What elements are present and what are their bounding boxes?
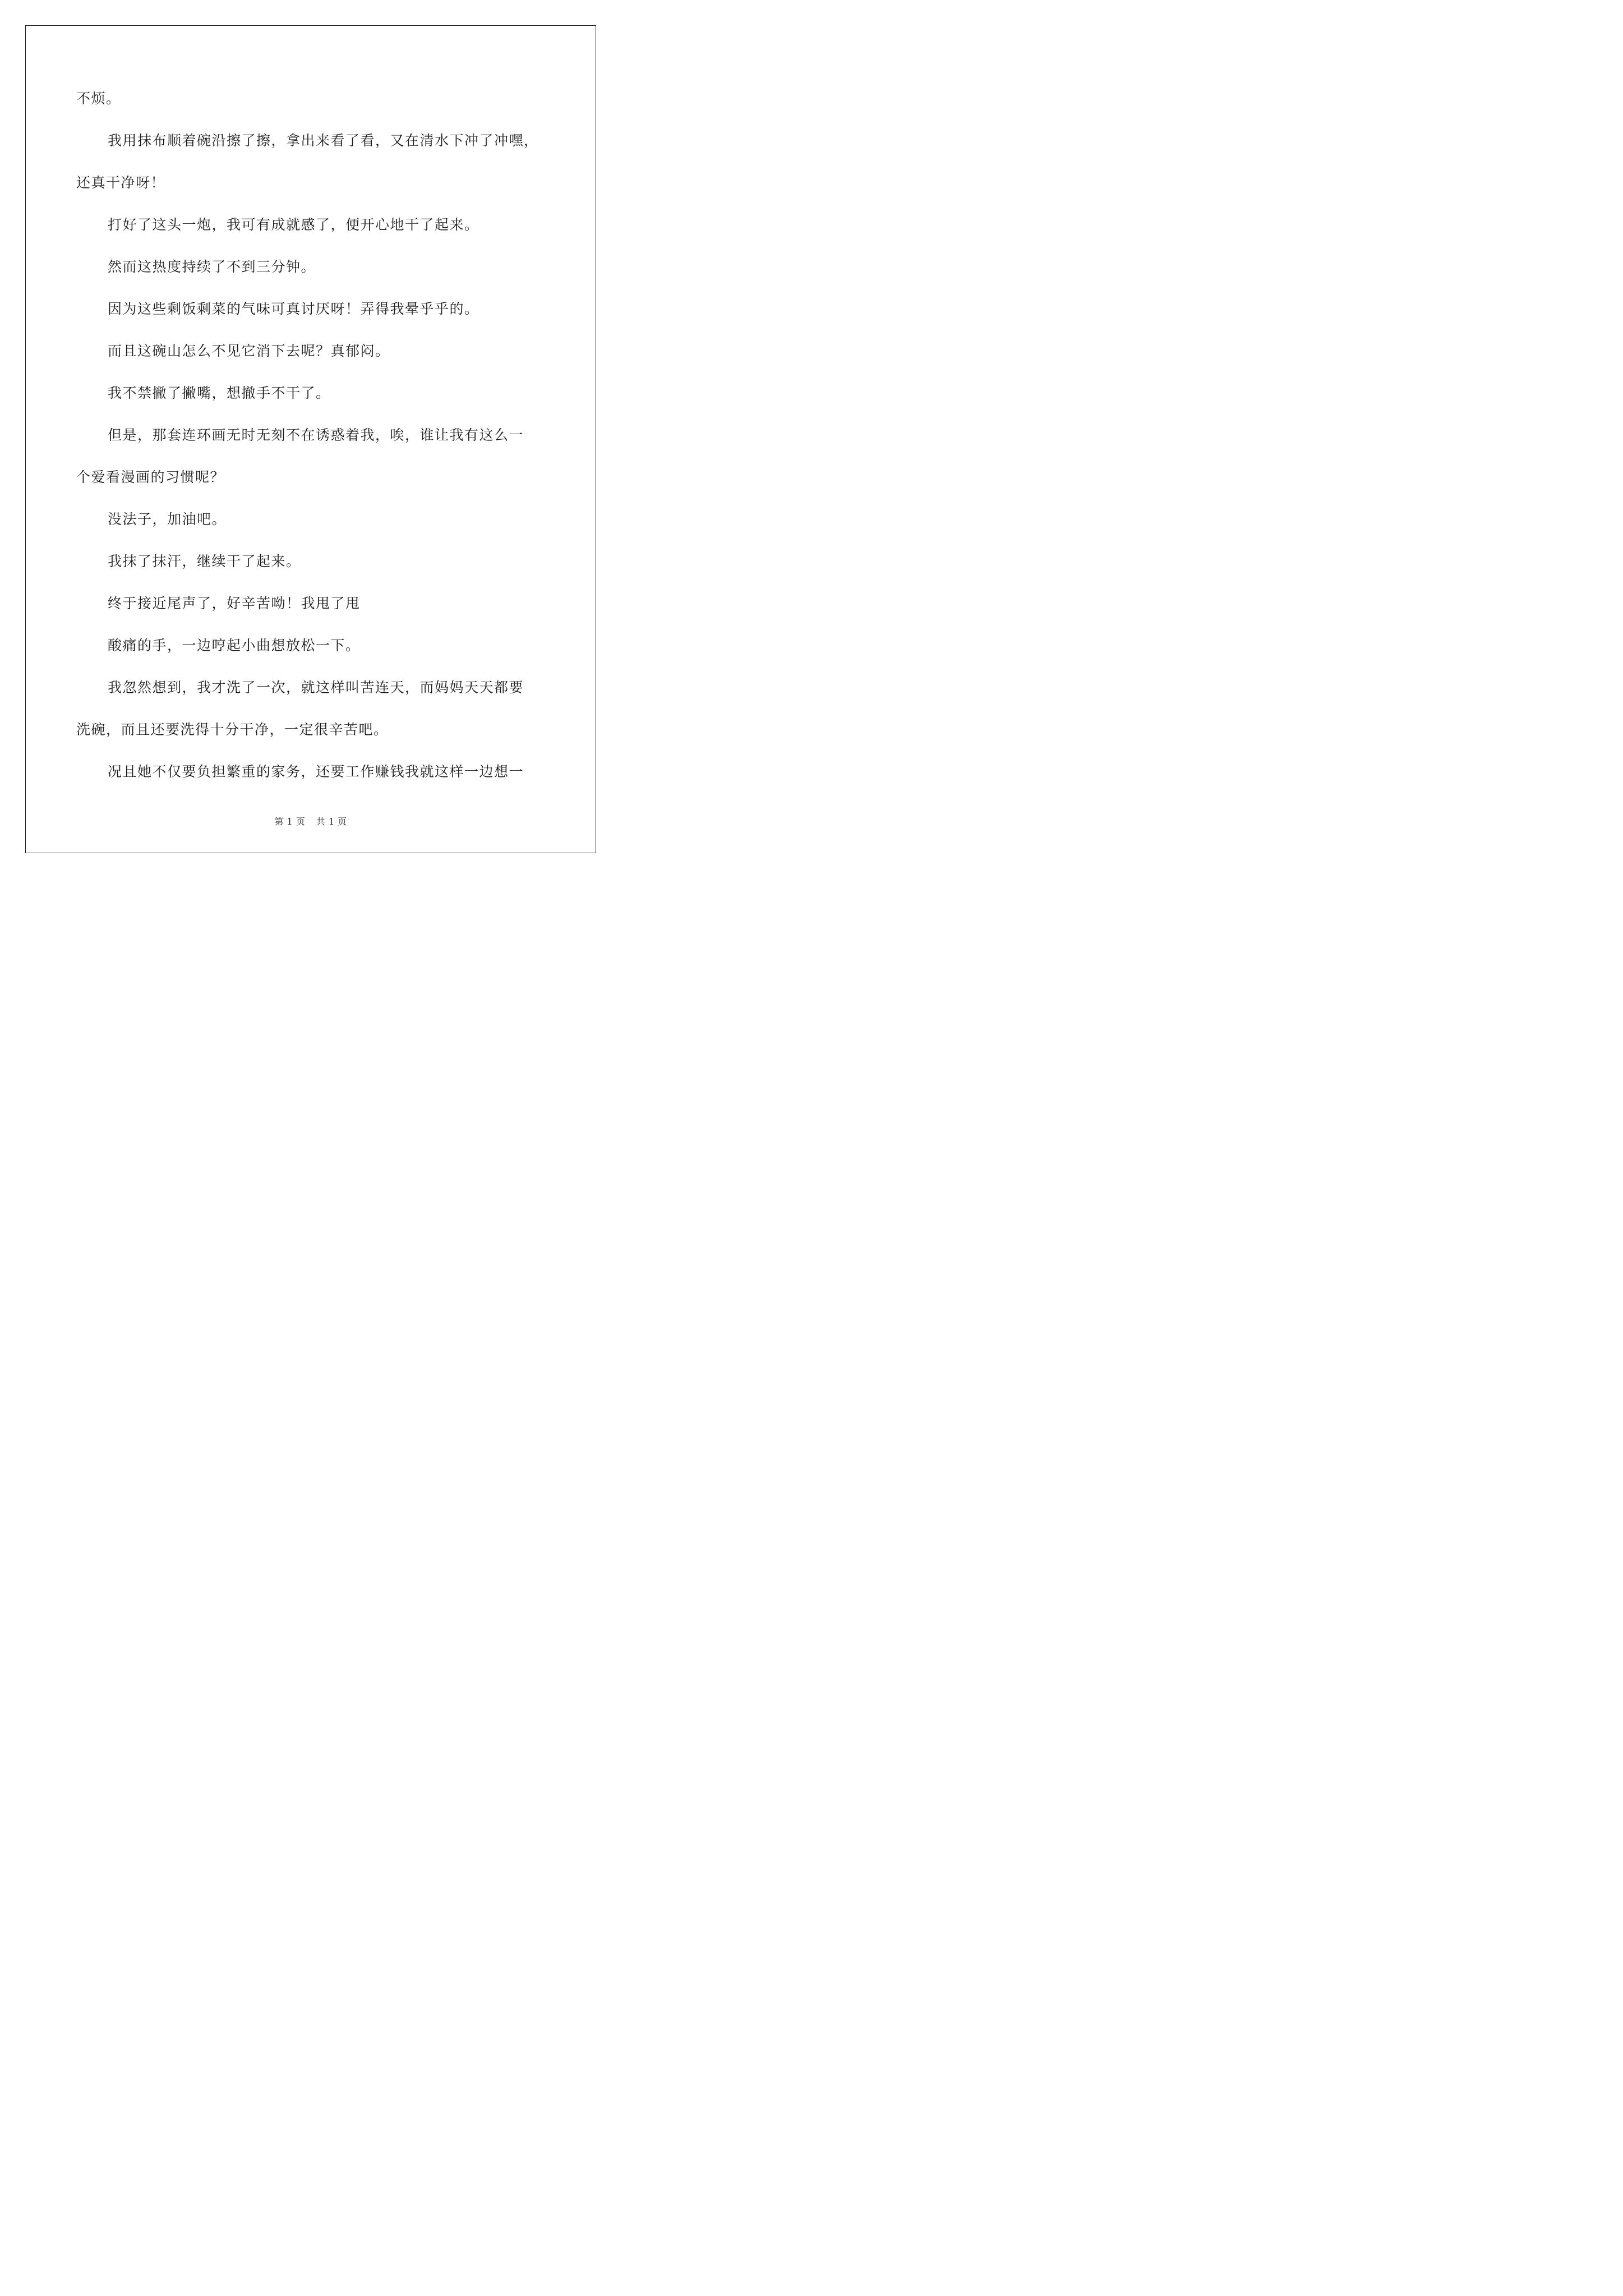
paragraph-line: 但是，那套连环画无时无刻不在诱惑着我，唉，谁让我有这么一	[108, 427, 524, 443]
paragraph-line: 我用抹布顺着碗沿擦了擦，拿出来看了看，又在清水下冲了冲嘿，	[108, 132, 539, 149]
paragraph-line: 终于接近尾声了，好辛苦呦！我甩了甩	[108, 595, 361, 611]
paragraph-line: 洗碗，而且还要洗得十分干净，一定很辛苦吧。	[76, 721, 389, 738]
page-footer	[0, 815, 621, 827]
paragraph-line: 个爱看漫画的习惯呢？	[76, 469, 225, 485]
page-total: 共 1 页	[316, 816, 347, 827]
paragraph-line: 我抹了抹汗，继续干了起来。	[108, 553, 301, 569]
paragraph-line: 没法子，加油吧。	[108, 511, 227, 527]
paragraph-line: 我忽然想到，我才洗了一次，就这样叫苦连天，而妈妈天天都要	[108, 679, 524, 696]
paragraph-line: 酸痛的手，一边哼起小曲想放松一下。	[108, 637, 361, 654]
page-number: 第 1 页	[274, 816, 306, 827]
paragraph-line: 打好了这头一炮，我可有成就感了，便开心地干了起来。	[108, 217, 479, 233]
paragraph-line: 还真干净呀！	[76, 174, 166, 191]
document-body	[76, 83, 553, 787]
paragraph-line: 而且这碗山怎么不见它消下去呢？真郁闷。	[108, 343, 390, 359]
paragraph-line: 然而这热度持续了不到三分钟。	[108, 259, 316, 275]
paragraph-line: 我不禁撇了撇嘴，想撤手不干了。	[108, 385, 331, 401]
paragraph-line: 况且她不仅要负担繁重的家务，还要工作赚钱我就这样一边想一	[108, 763, 524, 780]
paragraph-line: 因为这些剩饭剩菜的气味可真讨厌呀！弄得我晕乎乎的。	[108, 301, 479, 317]
paragraph-line: 不烦。	[76, 90, 121, 107]
